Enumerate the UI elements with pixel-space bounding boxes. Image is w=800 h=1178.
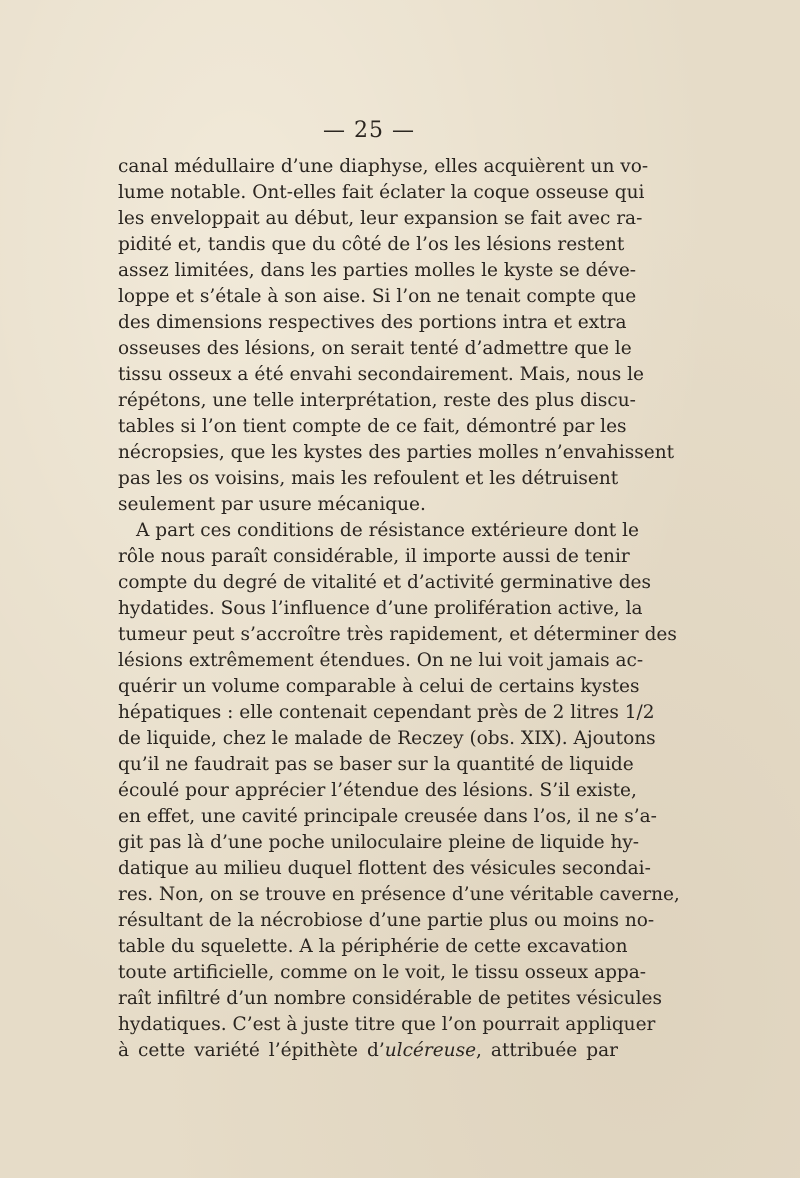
text-line: compte du degré de vitalité et d’activité germinative des	[118, 572, 652, 593]
text-line: tables si l’on tient compte de ce fait, démontré par les	[118, 416, 627, 437]
page-number: — 25 —	[323, 118, 415, 143]
text-line: table du squelette. A la périphérie de cette excavation	[118, 936, 628, 957]
italic-term: ulcéreuse	[384, 1040, 477, 1061]
text-line: pidité et, tandis que du côté de l’os les lésions restent	[118, 234, 625, 255]
text-line: assez limitées, dans les parties molles le kyste se déve-	[118, 260, 637, 281]
text-line: écoulé pour apprécier l’étendue des lésions. S’il existe,	[118, 780, 637, 801]
text-line: hydatiques. C’est à juste titre que l’on pourrait appliquer	[118, 1014, 656, 1035]
text-line: osseuses des lésions, on serait tenté d’admettre que le	[118, 338, 632, 359]
text-line: rôle nous paraît considérable, il importe aussi de tenir	[118, 546, 630, 567]
body-text	[118, 154, 680, 1064]
text-line: résultant de la nécrobiose d’une partie plus ou moins no-	[118, 910, 655, 931]
text-line: des dimensions respectives des portions intra et extra	[118, 312, 627, 333]
text-line: lume notable. Ont-elles fait éclater la coque osseuse qui	[118, 182, 645, 203]
text-line: lésions extrêmement étendues. On ne lui voit jamais ac-	[118, 650, 644, 671]
text-line: répétons, une telle interprétation, reste des plus discu-	[118, 390, 636, 411]
text-line: canal médullaire d’une diaphyse, elles acquièrent un vo-	[118, 156, 649, 177]
text-line: qu’il ne faudrait pas se baser sur la quantité de liquide	[118, 754, 634, 775]
text-line: tissu osseux a été envahi secondairement. Mais, nous le	[118, 364, 645, 385]
text-line: hydatides. Sous l’influence d’une prolifération active, la	[118, 598, 643, 619]
text-line: les enveloppait au début, leur expansion se fait avec ra-	[118, 208, 643, 229]
text-line: A part ces conditions de résistance extérieure dont le	[136, 520, 639, 541]
text-line: quérir un volume comparable à celui de certains kystes	[118, 676, 640, 697]
text-line: datique au milieu duquel flottent des vésicules secondai-	[118, 858, 651, 879]
text-line: seulement par usure mécanique.	[118, 494, 426, 515]
final-text-line	[118, 1038, 618, 1064]
text-line: nécropsies, que les kystes des parties molles n’envahissent	[118, 442, 675, 463]
text-line: toute artificielle, comme on le voit, le tissu osseux appa-	[118, 962, 647, 983]
text-line: tumeur peut s’accroître très rapidement, et déterminer des	[118, 624, 677, 645]
text-line: en effet, une cavité principale creusée dans l’os, il ne s’a-	[118, 806, 657, 827]
final-line-end: , attribuée par	[476, 1040, 618, 1061]
text-line: hépatiques : elle contenait cependant près de 2 litres 1/2	[118, 702, 655, 723]
text-line: de liquide, chez le malade de Reczey (obs. XIX). Ajoutons	[118, 728, 656, 749]
text-line: pas les os voisins, mais les refoulent et les détruisent	[118, 468, 619, 489]
text-line: res. Non, on se trouve en présence d’une véritable caverne,	[118, 884, 680, 905]
text-line: loppe et s’étale à son aise. Si l’on ne tenait compte que	[118, 286, 637, 307]
text-line: raît infiltré d’un nombre considérable de petites vésicules	[118, 988, 662, 1009]
text-line: git pas là d’une poche uniloculaire pleine de liquide hy-	[118, 832, 640, 853]
final-line-start: à cette variété l’épithète d’	[118, 1040, 385, 1061]
